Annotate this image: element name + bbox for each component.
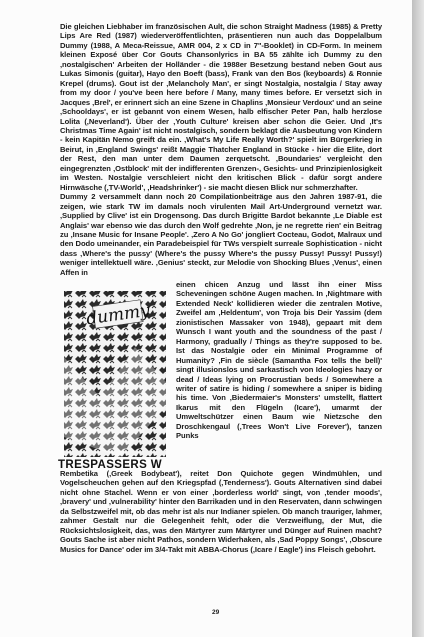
paragraph-1: Die gleichen Liebhaber im französischen Ault, die schon Straight Madness (1985) & Pretty Lips Are Red (1987) wiederveröffentlichten, präsentieren nun auch das Doppelalbum Dummy (1988, A Meca-Reissue, AMR 004, 2 x CD in 7"-Booklet) in CD-Form. In meinem kleinen Exposé über Cor Gouts Chansonlyrics in BA 55 zählte ich Dummy zu den ‚nostalgischen' Arbeiten der Holländer - die 1988er Besetzung bestand neben Gout aus Lukas Simonis (guitar), Hayo den Boeft (bass), Frank van den Bos (keyboards) & Ronnie Krepel (drums). Gout ist der ‚Melancholy Man', er singt Nostalgia, nostalgia / Stay away from my door / you've been here before / Many, many times before. Er versetzt sich in Jacques ‚Brel', er erinnert sich an eine Szene in Chaplins ‚Monsieur Verdoux' und an seine ‚Schooldays', er ist gebannt von einem Wesen, halb elfischer Peter Pan, halb herzlose Lolita (‚Neverland'). Über der ‚Youth Culture' kreisen aber schon die Geier. Und ‚It's Christmas Time Again' ist nicht nostalgisch, sondern beklagt die Ausbeutung von Kindern - kein Kapitän Nemo greift da ein. ‚What's My Life Really Worth?' spielt im Bürgerkrieg in Beirut, in ‚England Swings' reißt Maggie Thatcher England in Stücke - hier die Elite, dort der Rest, den man unter dem Daumen zerquetscht. ‚Boundaries' vergleicht den eingegrenzten ‚Ostblock' mit der indifferenten Grenzen-, Gesichts- und Prinzipienlosigkeit im Westen. Nostalgie verschleiert nicht den kritischen Blick - dafür sorgt andere Hirnwäsche (‚TV-World', ‚Headshrinker') - sie macht diesen Blick nur schmerzhafter. [60, 22, 382, 192]
article-column-bottom [60, 469, 382, 554]
cover-title: dummy [85, 300, 151, 330]
article-column-right [176, 280, 382, 441]
paragraph-3: Rembetika (‚Greek Bodybeat'), reitet Don Quichote gegen Windmühlen, und Vogelscheuchen gehen auf den Kriegspfad (‚Tenderness'). Gouts Alternativen sind dabei nicht ohne Stachel. Wenn er von einer ‚borderless world' singt, von ‚tender moods', ‚bravery' und ‚vulnerability' hinter den Barrikaden und in den Reservaten, dann schwingen da Selbstzweifel mit, ob das mehr ist als nur Indianer spielen. Ob manch trauriger, lahmer, zahmer Gestalt nur die Gelegenheit fehlt, oder die Verzweiflung, der Mut, die Rücksichtslosigkeit, das, was den Märtyrer zum Märtyrer und Dünger auf Ruinen macht? Gouts Sache ist aber nicht Pathos, sondern Widerhaken, als ‚Sad Poppy Songs', ‚Obscure Musics for Dance' oder im 3/4-Takt mit ABBA-Chorus (‚Icare / Eagle') ins Fleisch gebohrt. [60, 469, 382, 554]
paragraph-2-continued: einen chicen Anzug und lässt ihn einer Miss Scheveningen schöne Augen machen. In ‚Nightmare with Extended Neck' kollidieren wieder die zentralen Motive, Zweifel am ‚Heldentum', von Troja bis Deir Yassim (dem zionistischen Massaker von 1948), gepaart mit dem Wunsch I want youth and the soundness of the past / Harmony, gradually / Things as they're supposed to be. Ist das Nostalgie oder ein Minimal Programme of Humanity? ‚Fin de siècle (Samantha Fox tells the bell)' singt illusionslos und sarkastisch von Ideologies hazy or dead / Ideas lying on Procrustian beds / Somewhere a writer of satire is hiding / somewhere a sniper is biding his time. Von ‚Biedermaier's Monsters' umstellt, flattert Ikarus mit den Flügeln (Icare'), umarmt der Umweltschützer einen Baum wie Nietzsche den Droschkengaul (‚Trees Won't Live Forever'), tanzen Punks [176, 280, 382, 441]
band-name-caption: TRESPASSERS W [58, 459, 163, 471]
paragraph-2: Dummy 2 versammelt dann noch 20 Compilationbeiträge aus den Jahren 1987-91, die zeigen, wie stark TW im damals noch virulenten Mail Art-Underground vernetzt war. ‚Supplied by Clive' ist ein Drogensong. Das durch Brigitte Bardot bekannte ‚Le Diable est Anglais' war ebenso wie das durch den Wolf gedrehte ‚Non, je ne regrette rien' ein Beitrag zu ‚Insane Music for Insane People'. ‚Zero A No Go' jongliert Cocteau, Godot, Malraux und den Dodo umeinander, ein Paradebeispiel für TWs verspielt surreale Sophistication - nicht dass ‚Where's the pussy' (Where's the pussy Where's the pussy Pussy! Pussy! Pussy!) weniger intellektuell wäre. ‚Genius' steckt, zur Melodie von Shocking Blues ‚Venus', einen Affen in [60, 192, 382, 277]
page-edge-shadow [412, 0, 424, 637]
album-cover-image [60, 287, 170, 465]
page-number: 29 [212, 609, 220, 616]
article-column-top [60, 22, 382, 277]
